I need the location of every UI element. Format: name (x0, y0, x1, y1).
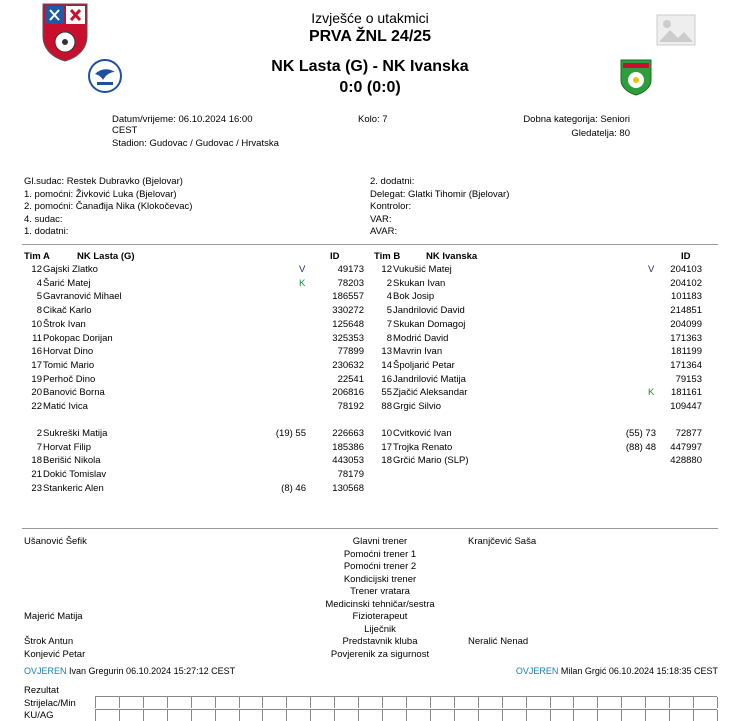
grid-cell-divider (526, 697, 527, 708)
player-number: 7 (36, 441, 42, 453)
player-number: 17 (381, 441, 392, 453)
grid-cell-divider (478, 710, 479, 721)
grid-cell-divider (430, 697, 431, 708)
grid-cell-divider (645, 710, 646, 721)
match-round: Kolo: 7 (358, 114, 388, 125)
player-number: 10 (31, 318, 42, 330)
grid-cell-divider (143, 697, 144, 708)
player-id: 101183 (671, 291, 702, 303)
player-id: 204099 (670, 318, 702, 330)
staff-role-label: Kondicijski trener (343, 573, 417, 585)
grid-cell-divider (286, 710, 287, 721)
grid-cell-divider (167, 697, 168, 708)
player-name: Gajski Zlatko (43, 264, 98, 275)
grid-cell-divider (95, 710, 96, 721)
player-name: Šarić Matej (43, 277, 91, 289)
grid-cell-divider (502, 710, 503, 721)
official-line: 1. pomoćni: Živković Luka (Bjelovar) (24, 188, 177, 200)
staff-roles (290, 536, 470, 661)
grid-cell-divider (526, 710, 527, 721)
player-id: 447997 (670, 441, 702, 453)
staff-role-label: Liječnik (364, 623, 396, 635)
player-number: 19 (31, 373, 42, 385)
federation-logo-icon (87, 58, 123, 94)
grid-cell-divider (669, 697, 670, 708)
grid-cell-divider (573, 697, 574, 708)
player-number: 12 (31, 264, 42, 275)
player-name: Matić Ivica (43, 401, 88, 412)
grid-cell-divider (191, 697, 192, 708)
grid-cell-divider (239, 697, 240, 708)
player-name: Skukan Domagoj (393, 318, 466, 330)
staff-role-label: Trener vratara (350, 586, 410, 597)
staff-role-label: Medicinski tehničar/sestra (325, 598, 435, 610)
player-name: Trojka Renato (393, 441, 453, 453)
player-name: Jandrilović David (393, 305, 465, 317)
grid-cell-divider (550, 710, 551, 721)
player-id: 109447 (670, 401, 702, 412)
player-id: 214851 (670, 305, 702, 317)
team-b-label: Tim B (374, 251, 401, 262)
player-name: Horvat Filip (43, 441, 92, 453)
player-name: Stankeric Alen (43, 482, 104, 494)
player-name: Sukreški Matija (43, 428, 108, 439)
grid-cell-divider (478, 697, 479, 708)
grid-cell-divider (597, 710, 598, 721)
player-name: Jandrilović Matija (393, 373, 466, 385)
player-name: Cvitković Ivan (393, 428, 452, 439)
team-a-head-coach: Ušanović Šefik (24, 536, 87, 547)
player-number: 88 (381, 401, 392, 412)
player-id: 330272 (332, 305, 364, 317)
grid-cell-divider (167, 710, 168, 721)
player-id: 78179 (337, 469, 364, 481)
grid-cell-divider (382, 710, 383, 721)
player-name: Zjačić Aleksandar (393, 387, 468, 399)
grid-cell-divider (669, 710, 670, 721)
player-role-mark: K (299, 277, 306, 289)
player-number: 2 (36, 428, 42, 439)
match-datetime: Datum/vrijeme: 06.10.2024 16:00 (112, 114, 253, 125)
player-number: 16 (31, 346, 42, 358)
player-number: 16 (381, 373, 392, 385)
grid-cell-divider (502, 697, 503, 708)
player-id: 443053 (332, 455, 364, 467)
grid-cell-divider (310, 710, 311, 721)
ivanska-crest-icon (619, 58, 653, 96)
grid-cell-divider (358, 697, 359, 708)
team-a-security: Konjević Petar (24, 649, 86, 660)
player-name: Berišić Nikola (43, 455, 101, 467)
grid-cell-divider (621, 697, 622, 708)
player-name: Skukan Ivan (393, 277, 446, 289)
player-id: 185386 (332, 441, 364, 453)
player-id: 171364 (670, 359, 702, 371)
grid-cell-divider (119, 710, 120, 721)
player-id: 78192 (337, 401, 364, 412)
official-line: 4. sudac: (24, 213, 63, 225)
player-id: 79153 (675, 373, 702, 385)
staff-role-label: Predstavnik kluba (342, 636, 418, 647)
player-name: Grčić Mario (SLP) (393, 455, 469, 467)
scorer-grid (95, 709, 717, 710)
player-name: Grgić Silvio (393, 401, 442, 412)
team-a-club-rep: Štrok Antun (24, 636, 74, 647)
grid-cell-divider (95, 697, 96, 708)
player-id: 49173 (337, 264, 364, 275)
player-number: 4 (386, 291, 392, 303)
team-b-head-coach: Kranjčević Saša (468, 536, 537, 547)
player-id: 226663 (332, 428, 364, 439)
match-score: 0:0 (0:0) (339, 79, 401, 96)
officials-left (24, 176, 192, 239)
player-name: Mavrin Ivan (393, 346, 443, 358)
player-id: 181199 (671, 346, 702, 358)
substitution-info: (19) 55 (275, 428, 306, 439)
age-category: Dobna kategorija: Seniori (523, 114, 630, 125)
player-id: 78203 (337, 277, 364, 289)
player-number: 13 (381, 346, 392, 358)
officials-right (370, 176, 509, 239)
player-name: Gavranović Mihael (43, 291, 122, 303)
team-b-id-header: ID (681, 251, 691, 262)
grid-cell-divider (262, 710, 263, 721)
player-name: Štrok Ivan (43, 318, 86, 330)
substitution-info: (8) 46 (281, 482, 306, 494)
grid-cell-divider (406, 697, 407, 708)
player-number: 8 (36, 305, 42, 317)
grid-cell-divider (717, 697, 718, 708)
player-number: 5 (36, 291, 42, 303)
grid-cell-divider (334, 710, 335, 721)
league-title: PRVA ŽNL 24/25 (308, 28, 432, 45)
player-id: 22541 (337, 373, 364, 385)
ku-ag-label: KU/AG (24, 710, 54, 721)
staff-role-label: Povjerenik za sigurnost (330, 648, 430, 660)
grid-cell-divider (430, 710, 431, 721)
player-id: 204103 (670, 264, 702, 275)
player-number: 2 (386, 277, 392, 289)
verified-status: OVJEREN (24, 666, 67, 676)
player-name: Modrić David (393, 332, 449, 344)
player-number: 21 (31, 469, 42, 481)
county-crest-icon (40, 2, 90, 62)
grid-cell-divider (454, 697, 455, 708)
image-placeholder-icon (656, 14, 696, 46)
grid-cell-divider (693, 710, 694, 721)
player-number: 22 (31, 401, 42, 412)
player-number: 8 (386, 332, 392, 344)
team-a-verification (24, 666, 235, 676)
player-name: Tomić Mario (43, 359, 95, 371)
player-name: Perhoč Dino (43, 373, 96, 385)
player-id: 130568 (332, 482, 364, 494)
grid-cell-divider (550, 697, 551, 708)
official-line: 2. pomoćni: Čanađija Nika (Klokočevac) (24, 201, 193, 212)
grid-cell-divider (645, 697, 646, 708)
player-name: Špoljarić Petar (393, 359, 455, 371)
official-line: Kontrolor: (370, 201, 412, 212)
grid-cell-divider (334, 697, 335, 708)
player-id: 72877 (675, 428, 702, 439)
official-line: Gl.sudac: Restek Dubravko (Bjelovar) (24, 176, 183, 187)
grid-cell-divider (310, 697, 311, 708)
grid-cell-divider (621, 710, 622, 721)
player-number: 12 (381, 264, 392, 275)
player-name: Banović Borna (43, 387, 105, 399)
grid-cell-divider (693, 697, 694, 708)
player-number: 55 (381, 387, 392, 399)
match-stadium: Stadion: Gudovac / Gudovac / Hrvatska (112, 138, 279, 149)
staff-role-label: Glavni trener (352, 536, 408, 547)
team-b-verification (460, 666, 718, 676)
grid-cell-divider (191, 710, 192, 721)
player-name: Pokopac Dorijan (43, 332, 113, 344)
team-b-club-rep: Neralić Nenad (468, 636, 529, 647)
staff-role-label: Fizioterapeut (352, 611, 408, 622)
official-line: 1. dodatni: (24, 226, 69, 237)
player-name: Bok Josip (393, 291, 435, 303)
grid-cell-divider (119, 697, 120, 708)
player-number: 11 (32, 332, 42, 344)
official-line: AVAR: (370, 226, 398, 237)
player-number: 14 (381, 359, 392, 371)
player-id: 206816 (332, 387, 364, 399)
substitution-info: (55) 73 (625, 428, 656, 439)
player-role-mark: K (648, 387, 655, 399)
player-id: 428880 (670, 455, 702, 467)
team-a-medic: Majerić Matija (24, 611, 83, 622)
result-label: Rezultat (24, 685, 59, 696)
divider (22, 528, 718, 529)
player-name: Vukušić Matej (393, 264, 452, 275)
player-name: Horvat Dino (43, 346, 94, 358)
player-number: 4 (36, 277, 42, 289)
team-a-id-header: ID (330, 251, 340, 262)
substitution-info: (88) 48 (625, 441, 656, 453)
player-id: 204102 (670, 277, 702, 289)
player-id: 325353 (332, 332, 364, 344)
team-b-name: NK Ivanska (426, 251, 478, 262)
grid-cell-divider (573, 710, 574, 721)
player-id: 171363 (670, 332, 702, 344)
player-number: 5 (386, 305, 392, 317)
verified-status: OVJEREN (515, 666, 559, 676)
staff-role-label: Pomoćni trener 1 (343, 548, 417, 560)
player-id: 181161 (671, 387, 702, 399)
player-number: 7 (386, 318, 392, 330)
verified-text: Ivan Gregurin 06.10.2024 15:27:12 CEST (69, 666, 236, 676)
player-role-mark: V (299, 264, 306, 275)
report-title: Izvješće o utakmici (311, 10, 429, 26)
verified-text: Milan Grgić 06.10.2024 15:18:35 CEST (560, 666, 718, 676)
official-line: 2. dodatni: (370, 176, 415, 187)
player-id: 186557 (332, 291, 364, 303)
grid-cell-divider (454, 710, 455, 721)
player-number: 18 (31, 455, 42, 467)
grid-cell-divider (406, 710, 407, 721)
player-name: Dokić Tomislav (43, 469, 107, 481)
result-grid (95, 696, 717, 697)
scorer-label: Strijelac/Min (24, 698, 76, 709)
match-title: NK Lasta (G) - NK Ivanska (271, 58, 469, 75)
match-timezone: CEST (112, 125, 138, 136)
team-a-label: Tim A (24, 251, 50, 262)
grid-cell-divider (286, 697, 287, 708)
player-number: 10 (381, 428, 392, 439)
player-number: 20 (31, 387, 42, 399)
grid-cell-divider (262, 697, 263, 708)
player-number: 17 (31, 359, 42, 371)
spectators: Gledatelja: 80 (571, 128, 630, 139)
staff-role-label: Pomoćni trener 2 (343, 561, 417, 572)
player-role-mark: V (648, 264, 655, 275)
grid-cell-divider (239, 710, 240, 721)
grid-cell-divider (358, 710, 359, 721)
grid-cell-divider (215, 697, 216, 708)
player-id: 125648 (332, 318, 364, 330)
player-number: 18 (381, 455, 392, 467)
team-a-name: NK Lasta (G) (77, 251, 135, 262)
player-name: Cikač Karlo (43, 305, 92, 317)
player-id: 77899 (337, 346, 364, 358)
official-line: Delegat: Glatki Tihomir (Bjelovar) (370, 188, 510, 200)
grid-cell-divider (143, 710, 144, 721)
grid-cell-divider (597, 697, 598, 708)
official-line: VAR: (370, 213, 392, 225)
grid-cell-divider (215, 710, 216, 721)
player-number: 23 (31, 482, 42, 494)
grid-cell-divider (717, 710, 718, 721)
divider (22, 244, 718, 245)
grid-cell-divider (382, 697, 383, 708)
player-id: 230632 (332, 359, 364, 371)
